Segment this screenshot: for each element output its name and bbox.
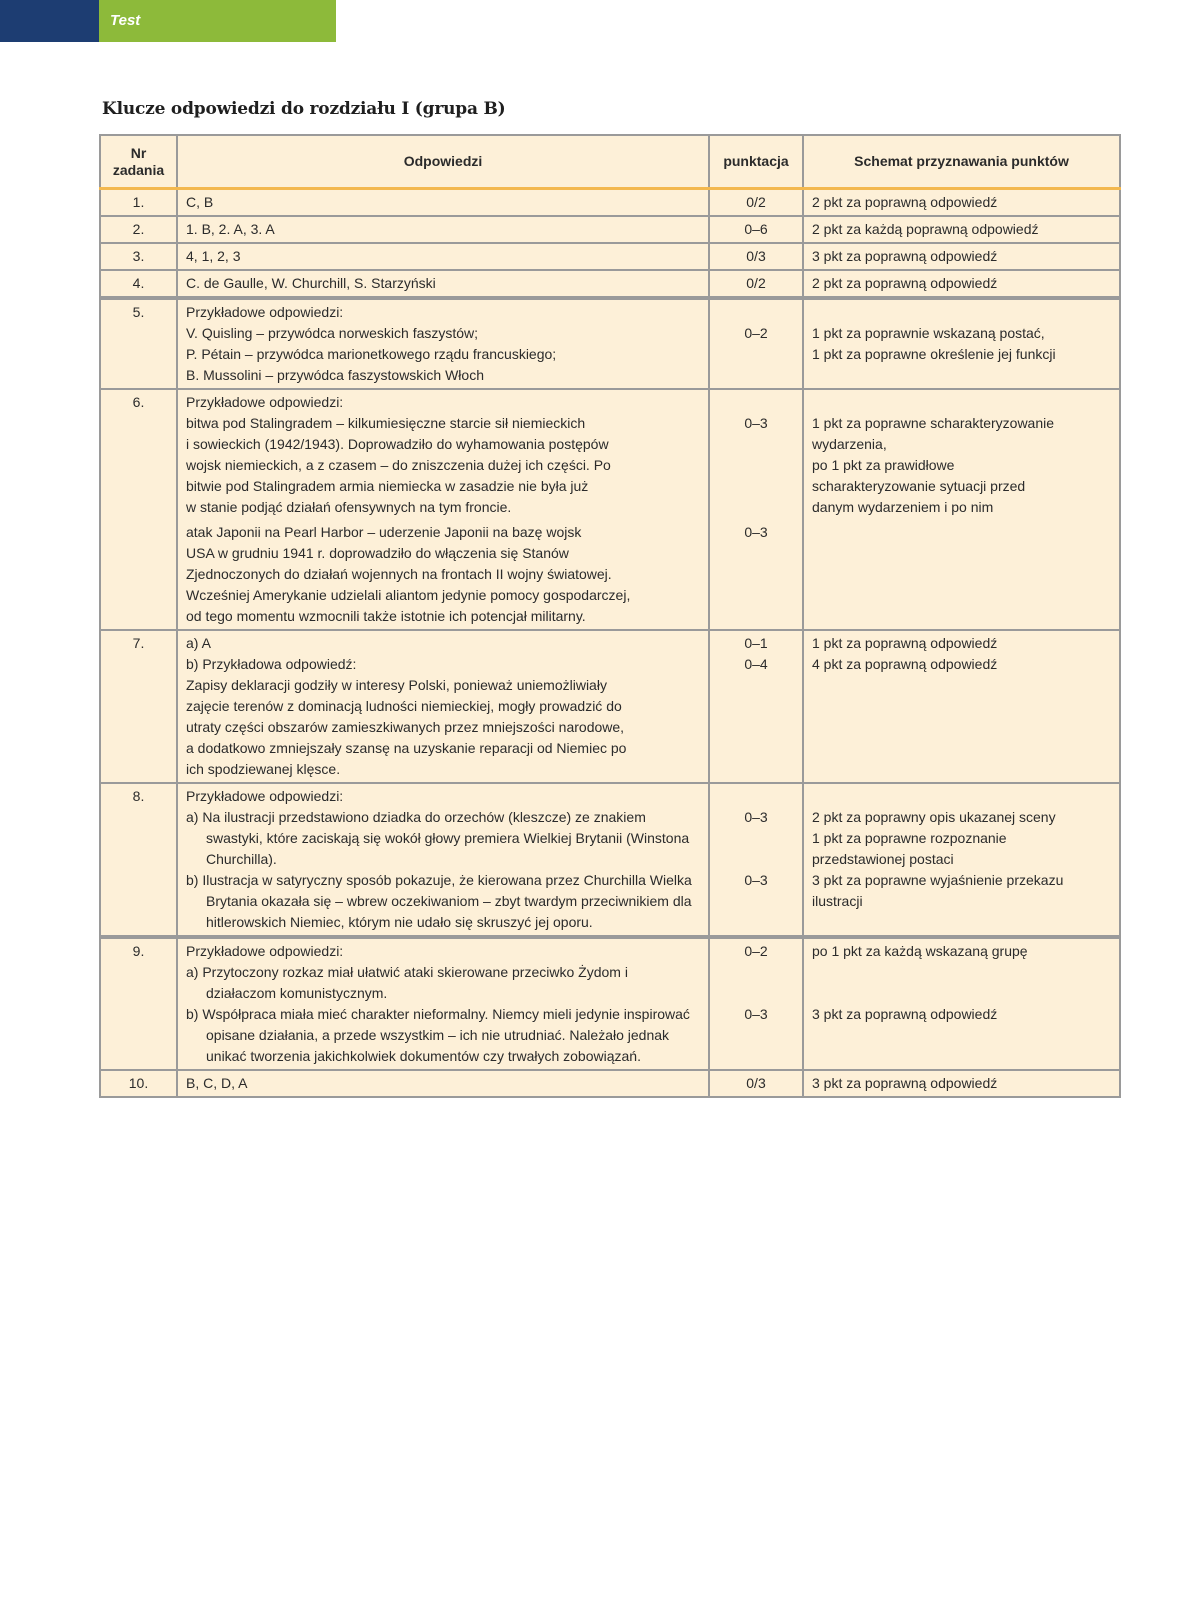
header-answers: Odpowiedzi xyxy=(177,135,709,189)
scheme-cell: 2 pkt za poprawną odpowiedź xyxy=(803,189,1120,217)
points-cell: 0/3 xyxy=(709,1070,803,1097)
points-cell xyxy=(709,783,803,937)
scheme-line: wydarzenia, xyxy=(812,436,887,452)
answer-line: USA w grudniu 1941 r. doprowadziło do włączenia się Stanów xyxy=(186,545,569,561)
answer-line: i sowieckich (1942/1943). Doprowadziło do wyhamowania postępów xyxy=(186,436,609,452)
task-number: 4. xyxy=(100,270,177,298)
answer-line: ich spodziewanej klęsce. xyxy=(186,761,341,777)
points-cell xyxy=(709,937,803,1070)
answer-item-b: b) Współpraca miała mieć charakter nieformalny. Niemcy mieli jedynie inspirować opisane działania, a przede wszystkim – ich nie utrudniać. Należało jednak unikać tworzenia jakichkolwiek dokumentów czy trwałych zobowiązań. xyxy=(186,1006,690,1064)
scheme-line: scharakteryzowanie sytuacji przed xyxy=(812,478,1026,494)
scheme-cell: 3 pkt za poprawną odpowiedź xyxy=(803,243,1120,270)
answer-line: od tego momentu wzmocnili także istotnie ich potencjał militarny. xyxy=(186,608,586,624)
points-cell: 0–6 xyxy=(709,216,803,243)
header-blue-block xyxy=(0,0,99,42)
scheme-line: 2 pkt za poprawny opis ukazanej sceny xyxy=(812,809,1056,825)
scheme-line: 1 pkt za poprawną odpowiedź xyxy=(812,635,998,651)
table-row xyxy=(100,389,1120,630)
points-value: 0–1 xyxy=(744,635,768,651)
answer-cell: 1. B, 2. A, 3. A xyxy=(177,216,709,243)
table-row xyxy=(100,243,1120,270)
points-cell xyxy=(709,298,803,389)
answer-line: utraty części obszarów zamieszkiwanych przez mniejszości narodowe, xyxy=(186,719,625,735)
scheme-line: 3 pkt za poprawne wyjaśnienie przekazu xyxy=(812,872,1064,888)
scheme-line: przedstawionej postaci xyxy=(812,851,954,867)
answer-line: Zjednoczonych do działań wojennych na frontach II wojny światowej. xyxy=(186,566,612,582)
points-value: 0–3 xyxy=(744,872,768,888)
task-number: 7. xyxy=(100,630,177,783)
task-number: 3. xyxy=(100,243,177,270)
header-bar xyxy=(0,0,336,42)
points-value: 0–3 xyxy=(744,1006,768,1022)
points-cell xyxy=(709,389,803,630)
answer-cell xyxy=(177,630,709,783)
table-row xyxy=(100,270,1120,298)
scheme-line: 1 pkt za poprawnie wskazaną postać, xyxy=(812,325,1045,341)
answer-cell: C, B xyxy=(177,189,709,217)
answer-line: atak Japonii na Pearl Harbor – uderzenie Japonii na bazę wojsk xyxy=(186,524,582,540)
answer-cell: C. de Gaulle, W. Churchill, S. Starzyński xyxy=(177,270,709,298)
scheme-line: 1 pkt za poprawne określenie jej funkcji xyxy=(812,346,1056,362)
points-cell: 0/3 xyxy=(709,243,803,270)
answer-cell: B, C, D, A xyxy=(177,1070,709,1097)
answer-line: Zapisy deklaracji godziły w interesy Polski, ponieważ uniemożliwiały xyxy=(186,677,607,693)
table-row xyxy=(100,783,1120,937)
header-scheme: Schemat przyznawania punktów xyxy=(803,135,1120,189)
points-value: 0–3 xyxy=(744,415,768,431)
scheme-cell xyxy=(803,630,1120,783)
scheme-line: po 1 pkt za każdą wskazaną grupę xyxy=(812,943,1028,959)
scheme-line: 1 pkt za poprawne scharakteryzowanie xyxy=(812,415,1055,431)
scheme-line: 4 pkt za poprawną odpowiedź xyxy=(812,656,998,672)
task-number: 5. xyxy=(100,298,177,389)
page-title: Klucze odpowiedzi do rozdziału I (grupa B) xyxy=(102,99,506,119)
answer-line: Przykładowe odpowiedzi: xyxy=(186,943,344,959)
points-cell xyxy=(709,630,803,783)
points-value: 0–2 xyxy=(744,325,768,341)
answer-cell xyxy=(177,298,709,389)
answer-line: bitwie pod Stalingradem armia niemiecka w zasadzie nie była już xyxy=(186,478,589,494)
task-number: 9. xyxy=(100,937,177,1070)
answer-line: a dodatkowo zmniejszały szansę na uzyskanie reparacji od Niemiec po xyxy=(186,740,627,756)
scheme-line: ilustracji xyxy=(812,893,863,909)
answer-item-a: a) Przytoczony rozkaz miał ułatwić ataki skierowane przeciwko Żydom i działaczom komunistycznym. xyxy=(186,964,628,1001)
points-value: 0–4 xyxy=(744,656,768,672)
answer-line: V. Quisling – przywódca norweskich faszystów; xyxy=(186,325,479,341)
table-row xyxy=(100,937,1120,1070)
answer-key-table xyxy=(99,134,1121,1098)
answer-cell xyxy=(177,389,709,630)
table-row xyxy=(100,298,1120,389)
answer-cell xyxy=(177,937,709,1070)
task-number: 8. xyxy=(100,783,177,937)
scheme-line: danym wydarzeniem i po nim xyxy=(812,499,994,515)
table-header-row xyxy=(100,135,1120,189)
points-value: 0–3 xyxy=(744,809,768,825)
scheme-cell xyxy=(803,783,1120,937)
header-points: punktacja xyxy=(709,135,803,189)
answer-line: b) Przykładowa odpowiedź: xyxy=(186,656,357,672)
table-row xyxy=(100,1070,1120,1097)
table-row xyxy=(100,630,1120,783)
scheme-cell xyxy=(803,937,1120,1070)
scheme-cell xyxy=(803,389,1120,630)
scheme-cell xyxy=(803,298,1120,389)
scheme-line: 3 pkt za poprawną odpowiedź xyxy=(812,1006,998,1022)
answer-line: Przykładowe odpowiedzi: xyxy=(186,394,344,410)
header-label: Test xyxy=(99,0,336,42)
scheme-cell: 2 pkt za każdą poprawną odpowiedź xyxy=(803,216,1120,243)
answer-line: zajęcie terenów z dominacją ludności niemieckiej, mogły prowadzić do xyxy=(186,698,622,714)
points-value: 0–2 xyxy=(744,943,768,959)
task-number: 10. xyxy=(100,1070,177,1097)
answer-line: w stanie podjąć działań ofensywnych na tym froncie. xyxy=(186,499,512,515)
answer-line: wojsk niemieckich, a z czasem – do zniszczenia dużej ich części. Po xyxy=(186,457,611,473)
answer-cell: 4, 1, 2, 3 xyxy=(177,243,709,270)
answer-line: a) A xyxy=(186,635,211,651)
header-nr: Nr zadania xyxy=(100,135,177,189)
answer-cell xyxy=(177,783,709,937)
scheme-line: po 1 pkt za prawidłowe xyxy=(812,457,955,473)
points-cell: 0/2 xyxy=(709,189,803,217)
answer-line: Przykładowe odpowiedzi: xyxy=(186,304,344,320)
scheme-line: 1 pkt za poprawne rozpoznanie xyxy=(812,830,1007,846)
points-cell: 0/2 xyxy=(709,270,803,298)
table-row xyxy=(100,216,1120,243)
table-row xyxy=(100,189,1120,217)
answer-line: P. Pétain – przywódca marionetkowego rządu francuskiego; xyxy=(186,346,557,362)
answer-line: bitwa pod Stalingradem – kilkumiesięczne starcie sił niemieckich xyxy=(186,415,586,431)
answer-item-a: a) Na ilustracji przedstawiono dziadka do orzechów (kleszcze) ze znakiem swastyki, które zaciskają się wokół głowy premiera Wielkiej Brytanii (Winstona Churchilla). xyxy=(186,809,690,867)
task-number: 6. xyxy=(100,389,177,630)
answer-line: Wcześniej Amerykanie udzielali aliantom jedynie pomocy gospodarczej, xyxy=(186,587,631,603)
task-number: 1. xyxy=(100,189,177,217)
scheme-cell: 3 pkt za poprawną odpowiedź xyxy=(803,1070,1120,1097)
points-value: 0–3 xyxy=(744,524,768,540)
answer-line: Przykładowe odpowiedzi: xyxy=(186,788,344,804)
answer-line: B. Mussolini – przywódca faszystowskich Włoch xyxy=(186,367,484,383)
task-number: 2. xyxy=(100,216,177,243)
scheme-cell: 2 pkt za poprawną odpowiedź xyxy=(803,270,1120,298)
answer-item-b: b) Ilustracja w satyryczny sposób pokazuje, że kierowana przez Churchilla Wielka Brytania okazała się – wbrew oczekiwaniom – zbyt twardym przeciwnikiem dla hitlerowskich Niemiec, którym nie udało się skruszyć jej oporu. xyxy=(186,872,692,930)
